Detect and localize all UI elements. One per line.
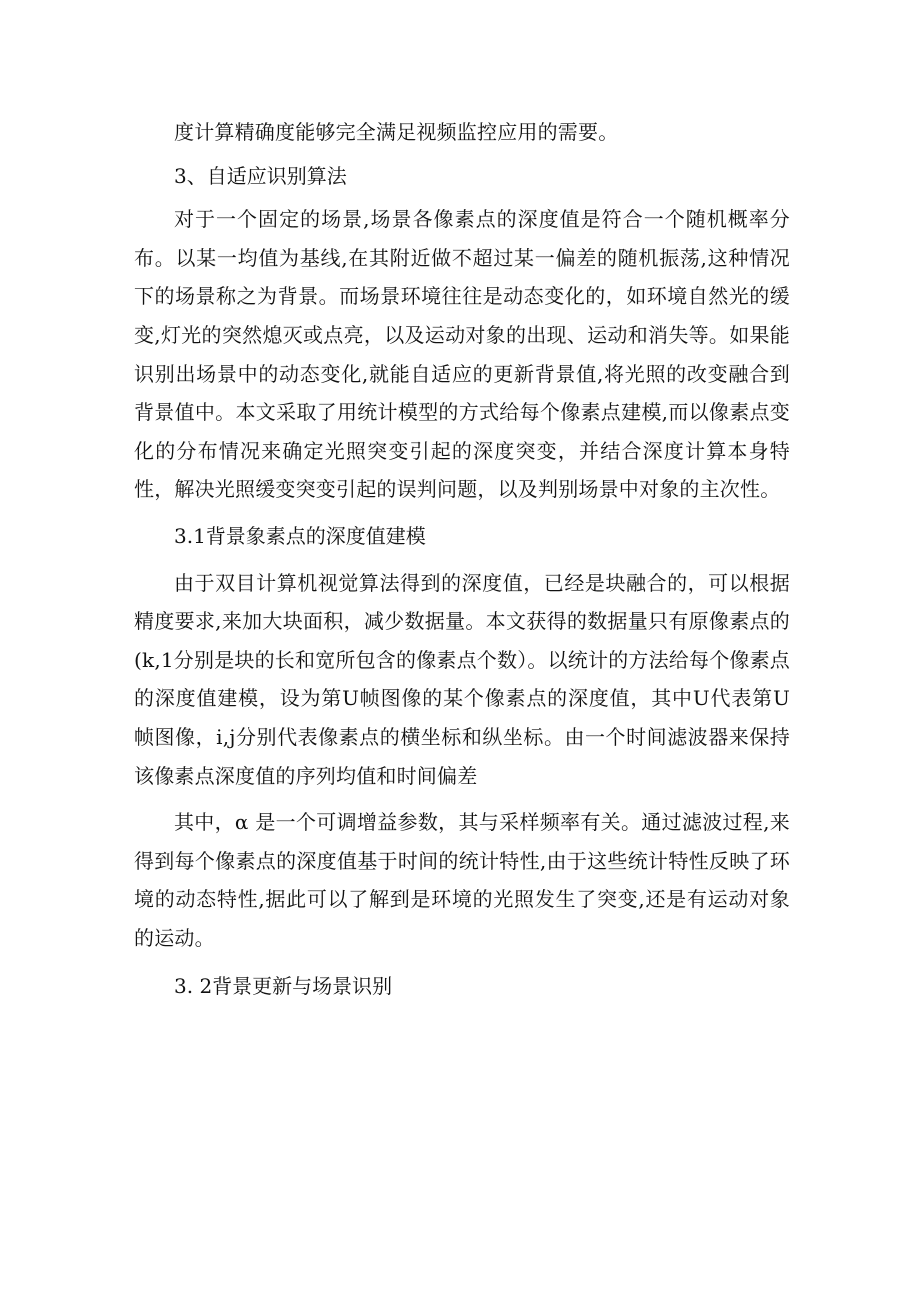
section-heading-3-2: 3. 2背景更新与场景识别 <box>174 974 393 999</box>
paragraph-filtering: 其中，α 是一个可调增益参数，其与采样频率有关。通过滤波过程,来得到每个像素点的深度值基于时间的统计特性,由于这些统计特性反映了环境的动态特性,据此可以了解到是环境的光照发生了突变,还是有运动对象的运动。 <box>134 810 790 950</box>
section-heading-3: 3、自适应识别算法 <box>174 163 347 188</box>
intro-paragraph: 度计算精确度能够完全满足视频监控应用的需要。 <box>174 120 619 144</box>
paragraph-adaptive-recognition: 对于一个固定的场景,场景各像素点的深度值是符合一个随机概率分布。以某一均值为基线,在其附近做不超过某一偏差的随机振荡,这种情况下的场景称之为背景。而场景环境往往是动态变化的，如环境自然光的缓变,灯光的突然熄灭或点亮，以及运动对象的出现、运动和消失等。如果能识别出场景中的动态变化,就能自适应的更新背景值,将光照的改变融合到背景值中。本文采取了用统计模型的方式给每个像素点建模,而以像素点变化的分布情况来确定光照突变引起的深度突变，并结合深度计算本身特性，解决光照缓变突变引起的误判问题，以及判别场景中对象的主次性。 <box>134 207 790 502</box>
document-body <box>134 113 790 1006</box>
paragraph-depth-modeling: 由于双目计算机视觉算法得到的深度值，已经是块融合的，可以根据精度要求,来加大块面积，减少数据量。本文获得的数据量只有原像素点的(k,1分别是块的长和宽所包含的像素点个数）。以统计的方法给每个像素点的深度值建模，设为第U帧图像的某个像素点的深度值，其中U代表第U帧图像，i,j分别代表像素点的横坐标和纵坐标。由一个时间滤波器来保持该像素点深度值的序列均值和时间偏差 <box>134 570 791 788</box>
section-heading-3-1: 3.1背景象素点的深度值建模 <box>174 523 426 548</box>
